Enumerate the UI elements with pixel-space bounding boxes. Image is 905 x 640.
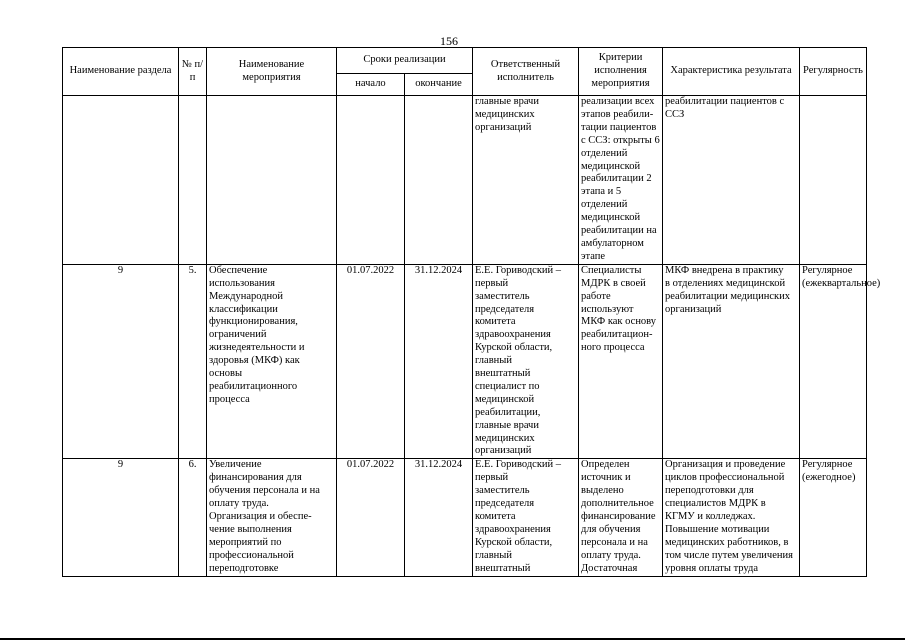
cell-line: Повышение мотивации (665, 523, 770, 535)
cell-line: переподготовке (209, 562, 279, 574)
cell-line: реабилитации пациентов с (665, 96, 785, 107)
cell-event (207, 96, 337, 265)
header-start: начало (337, 74, 405, 96)
cell-line: реабилитации медицинских (665, 290, 791, 302)
cell-line: главный (475, 549, 512, 561)
cell-section (63, 96, 179, 265)
cell-line: Организация и обеспе- (209, 511, 312, 522)
cell-line: мероприятий по (209, 536, 282, 548)
header-terms: Сроки реализации (337, 48, 473, 74)
cell-line: реабилитации 2 (581, 173, 652, 185)
header-result: Характеристика результата (663, 48, 800, 96)
cell-line: МКФ как основу (581, 316, 657, 328)
cell-line: (ежегодное) (802, 472, 856, 484)
cell-line: медицинской (581, 160, 641, 172)
cell-line: МКФ внедрена в практику (665, 264, 784, 276)
cell-line: в отделениях медицинской (665, 277, 786, 289)
cell-line: этапа и 5 (581, 186, 622, 198)
header-responsible: Ответственный исполнитель (473, 48, 579, 96)
cell-line: первый (475, 277, 509, 289)
cell-line: процесса (209, 393, 250, 405)
cell-line: Организация и проведение (665, 459, 786, 471)
cell-start: 01.07.2022 (337, 459, 405, 577)
cell-line: выделено (581, 485, 624, 497)
header-criteria: Критерии исполнения мероприятия (579, 48, 663, 96)
cell-criteria (579, 96, 663, 265)
cell-section: 9 (63, 459, 179, 577)
cell-line: для обучения (581, 523, 641, 535)
cell-line: Обеспечение (209, 264, 268, 276)
cell-line: Е.Е. Гориводский – (475, 459, 562, 471)
cell-line: отделений (581, 199, 628, 211)
cell-line: с ССЗ: открыты 6 (581, 134, 660, 146)
cell-line: тации пациентов (581, 121, 657, 133)
cell-number (179, 96, 207, 265)
cell-line: ССЗ (665, 108, 685, 120)
table-body (63, 96, 881, 577)
cell-line: первый (475, 472, 509, 484)
cell-line: основы (209, 368, 243, 380)
cell-line: циклов профессиональной (665, 472, 785, 484)
cell-line: оплату труда. (209, 498, 269, 510)
cell-line: отделений (581, 147, 628, 159)
cell-regularity (800, 459, 867, 577)
cell-criteria (579, 459, 663, 577)
cell-line: обучения персонала и на (209, 485, 320, 497)
table-row (63, 96, 867, 265)
cell-end: 31.12.2024 (405, 264, 473, 459)
cell-line: этапов реабили- (581, 108, 654, 120)
cell-end (405, 96, 473, 265)
cell-line: председателя (475, 303, 535, 315)
cell-line: КГМУ и колледжах. (665, 511, 756, 522)
cell-criteria (579, 264, 663, 459)
cell-line: здравоохранения (475, 329, 551, 341)
cell-line: Международной (209, 290, 284, 302)
cell-number: 6. (179, 459, 207, 577)
cell-line: источник и (581, 472, 631, 484)
cell-line: медицинских (475, 108, 535, 120)
cell-line: используют (581, 303, 634, 315)
cell-line: Достаточная (581, 562, 638, 574)
cell-line: жизнедеятельности и (209, 342, 305, 354)
cell-line: здоровья (МКФ) как (209, 355, 300, 367)
cell-line: Курской области, (475, 536, 553, 548)
cell-line: реабилитационного (209, 380, 298, 392)
cell-line: уровня оплаты труда (665, 562, 758, 574)
cell-line: здравоохранения (475, 523, 551, 535)
cell-line: Е.Е. Гориводский – (475, 264, 562, 276)
cell-line: этапе (581, 250, 606, 262)
cell-line: заместитель (475, 290, 530, 302)
page-number: 156 (440, 34, 458, 48)
cell-start (337, 96, 405, 265)
cell-line: медицинской (475, 393, 535, 405)
plan-table (62, 47, 881, 577)
cell-responsible (473, 459, 579, 577)
cell-line: амбулаторном (581, 237, 644, 249)
cell-line: Увеличение (209, 459, 262, 471)
cell-start: 01.07.2022 (337, 264, 405, 459)
header-regularity: Регулярность (800, 48, 867, 96)
cell-line: реабилитацион- (581, 329, 653, 341)
cell-line: заместитель (475, 485, 530, 497)
cell-number: 5. (179, 264, 207, 459)
cell-line: главные врачи (475, 96, 539, 107)
cell-end: 31.12.2024 (405, 459, 473, 577)
cell-line: главный (475, 355, 512, 367)
cell-line: специалист по (475, 380, 540, 392)
table-row (63, 459, 867, 577)
cell-line: персонала и на (581, 536, 648, 548)
cell-result (663, 264, 800, 459)
cell-line: Регулярное (802, 459, 853, 471)
cell-line: организаций (475, 121, 532, 133)
cell-section: 9 (63, 264, 179, 459)
cell-line: Курской области, (475, 342, 553, 354)
table-row (63, 264, 867, 459)
cell-line: (ежеквартальное) (802, 277, 881, 289)
cell-event (207, 459, 337, 577)
cell-responsible (473, 264, 579, 459)
cell-line: финансирование (581, 511, 656, 522)
cell-line: медицинских (475, 432, 535, 444)
cell-result (663, 96, 800, 265)
cell-line: медицинской (581, 212, 641, 224)
cell-line: реабилитации, (475, 406, 541, 418)
cell-line: реабилитации на (581, 225, 657, 237)
cell-line: комитета (475, 316, 516, 328)
cell-line: переподготовки для (665, 485, 754, 497)
cell-line: Определен (581, 459, 630, 471)
cell-line: председателя (475, 498, 535, 510)
header-number: № п/п (179, 48, 207, 96)
cell-line: внештатный (475, 368, 531, 380)
cell-line: том числе путем увеличения (665, 549, 793, 561)
cell-responsible (473, 96, 579, 265)
cell-line: ного процесса (581, 342, 645, 354)
cell-line: медицинских работников, в (665, 536, 789, 548)
header-end: окончание (405, 74, 473, 96)
cell-line: чение выполнения (209, 523, 292, 535)
cell-regularity (800, 96, 867, 265)
cell-line: классификации (209, 303, 278, 315)
cell-line: профессиональной (209, 549, 294, 561)
cell-event (207, 264, 337, 459)
cell-line: ограничений (209, 329, 267, 341)
cell-line: работе (581, 290, 611, 302)
cell-result (663, 459, 800, 577)
cell-line: МДРК в своей (581, 277, 646, 289)
cell-line: комитета (475, 511, 516, 522)
cell-line: Специалисты (581, 264, 642, 276)
cell-line: Регулярное (802, 264, 853, 276)
cell-line: использования (209, 277, 275, 289)
cell-line: дополнительное (581, 498, 654, 510)
header-event: Наименование мероприятия (207, 48, 337, 96)
header-section: Наименование раздела (63, 48, 179, 96)
cell-line: финансирования для (209, 472, 302, 484)
cell-line: оплату труда. (581, 549, 641, 561)
cell-line: функционирования, (209, 316, 298, 328)
cell-line: организаций (665, 303, 722, 315)
cell-line: главные врачи (475, 419, 539, 431)
cell-line: специалистов МДРК в (665, 498, 766, 510)
cell-regularity (800, 264, 881, 459)
cell-line: реализации всех (581, 96, 655, 107)
cell-line: внештатный (475, 562, 531, 574)
cell-line: организаций (475, 445, 532, 457)
